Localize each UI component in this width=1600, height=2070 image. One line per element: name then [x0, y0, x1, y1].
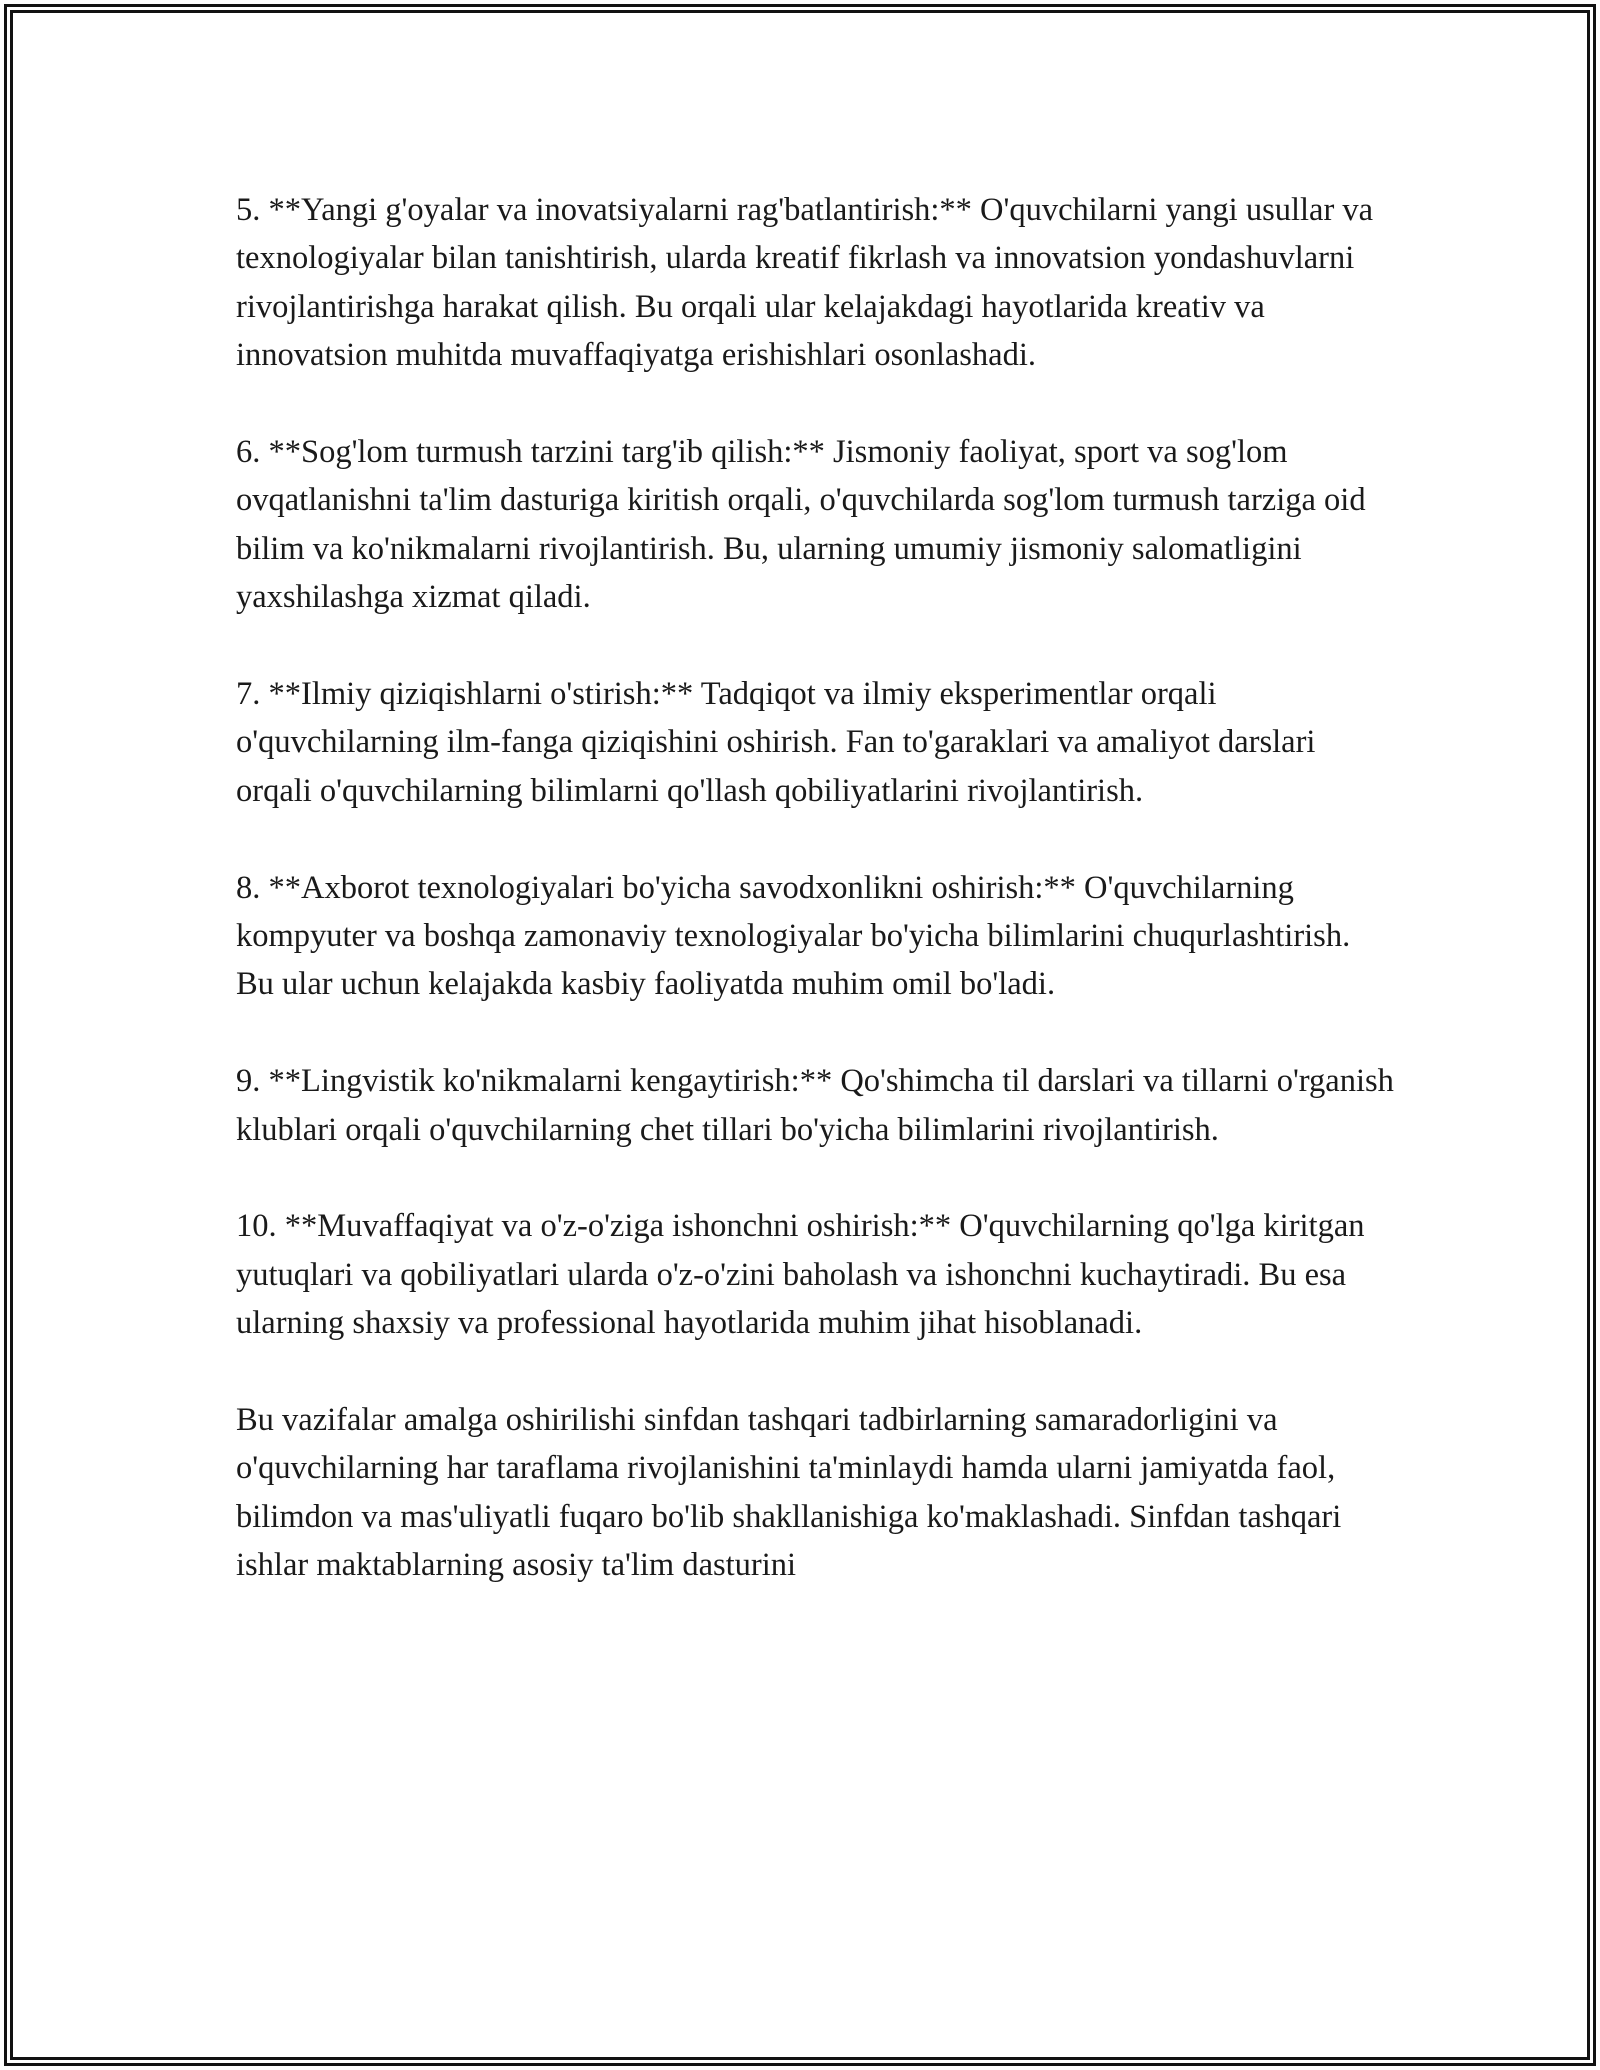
paragraph-item-7: 7. **Ilmiy qiziqishlarni o'stirish:** Tadqiqot va ilmiy eksperimentlar orqali o'quvchilarning ilm-fanga qiziqishini oshirish. Fan to'garaklari va amaliyot darslari orqali o'quvchilarning bilimlarni qo'llash qobiliyatlarini rivojlantirish. — [236, 676, 1316, 809]
paragraph-conclusion: Bu vazifalar amalga oshirilishi sinfdan tashqari tadbirlarning samaradorligini va o'quvchilarning har taraflama rivojlanishini ta'minlaydi hamda ularni jamiyatda faol, bilimdon va mas'uliyatli fuqaro bo'lib shakllanishiga ko'maklashadi. Sinfdan tashqari ishlar maktablarning asosiy ta'lim dasturini — [236, 1402, 1342, 1584]
paragraph-item-6: 6. **Sog'lom turmush tarzini targ'ib qilish:** Jismoniy faoliyat, sport va sog'lom ovqatlanishni ta'lim dasturiga kiritish orqali, o'quvchilarda sog'lom turmush tarziga oid bilim va ko'nikmalarni rivojlantirish. Bu, ularning umumiy jismoniy salomatligini yaxshilashga xizmat qiladi. — [236, 434, 1366, 616]
paragraph-item-10: 10. **Muvaffaqiyat va o'z-o'ziga ishonchni oshirish:** O'quvchilarning qo'lga kiritgan yutuqlari va qobiliyatlari ularda o'z-o'zini baholash va ishonchni kuchaytiradi. Bu esa ularning shaxsiy va professional hayotlarida muhim jihat hisoblanadi. — [236, 1208, 1365, 1342]
paragraph-item-9: 9. **Lingvistik ko'nikmalarni kengaytirish:** Qo'shimcha til darslari va tillarni o'rganish klublari orqali o'quvchilarning chet tillari bo'yicha bilimlarini rivojlantirish. — [236, 1063, 1394, 1148]
document-body — [236, 186, 1396, 1590]
paragraph-item-8: 8. **Axborot texnologiyalari bo'yicha savodxonlikni oshirish:** O'quvchilarning kompyuter va boshqa zamonaviy texnologiyalar bo'yicha bilimlarini chuqurlashtirish. Bu ular uchun kelajakda kasbiy faoliyatda muhim omil bo'ladi. — [236, 869, 1351, 1003]
paragraph-item-5: 5. **Yangi g'oyalar va inovatsiyalarni rag'batlantirish:** O'quvchilarni yangi usullar va texnologiyalar bilan tanishtirish, ularda kreatif fikrlash va innovatsion yondashuvlarni rivojlantirishga harakat qilish. Bu orqali ular kelajakdagi hayotlarida kreativ va innovatsion muhitda muvaffaqiyatga erishishlari osonlashadi. — [236, 192, 1374, 374]
